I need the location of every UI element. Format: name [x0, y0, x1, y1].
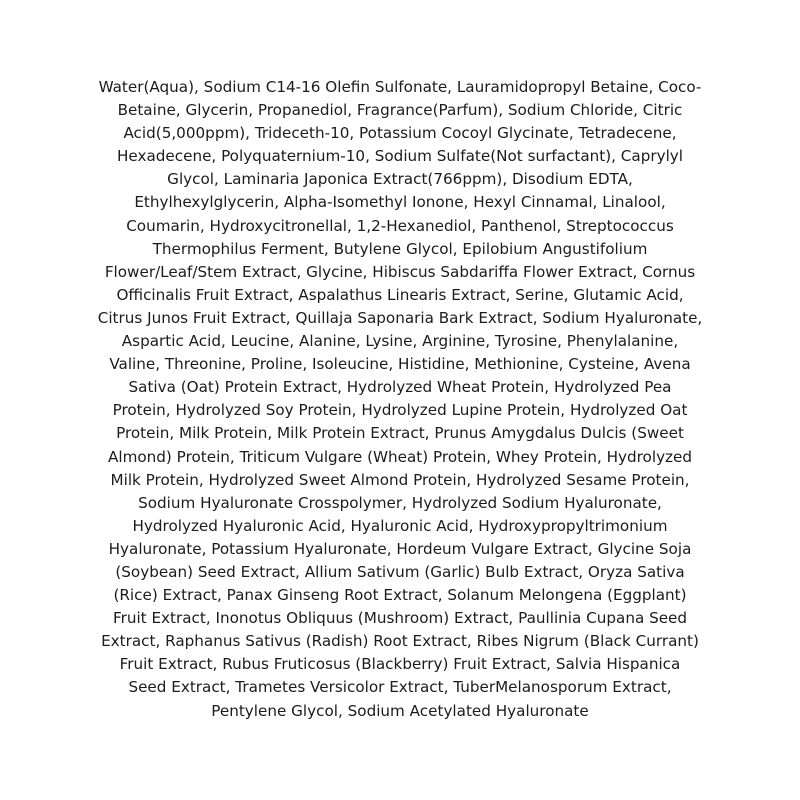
ingredient-line: Hexadecene, Polyquaternium-10, Sodium Sulfate(Not surfactant), Caprylyl [116, 147, 684, 166]
ingredient-line: Acid(5,000ppm), Trideceth-10, Potassium Cocoyl Glycinate, Tetradecene, [123, 124, 677, 143]
ingredient-line: Sodium Hyaluronate Crosspolymer, Hydrolyzed Sodium Hyaluronate, [138, 493, 662, 512]
ingredient-line: Milk Protein, Hydrolyzed Sweet Almond Protein, Hydrolyzed Sesame Protein, [110, 470, 690, 489]
ingredient-line: Water(Aqua), Sodium C14-16 Olefin Sulfonate, Lauramidopropyl Betaine, Coco- [98, 78, 702, 96]
ingredient-line: Citrus Junos Fruit Extract, Quillaja Saponaria Bark Extract, Sodium Hyaluronate, [97, 308, 703, 327]
ingredient-line: Almond) Protein, Triticum Vulgare (Wheat) Protein, Whey Protein, Hydrolyzed [107, 447, 693, 466]
ingredient-line: Hyaluronate, Potassium Hyaluronate, Hordeum Vulgare Extract, Glycine Soja [108, 539, 692, 558]
ingredient-line: Flower/Leaf/Stem Extract, Glycine, Hibiscus Sabdariffa Flower Extract, Cornus [104, 262, 696, 281]
ingredient-list [40, 76, 760, 723]
ingredient-line: Protein, Hydrolyzed Soy Protein, Hydrolyzed Lupine Protein, Hydrolyzed Oat [112, 401, 688, 420]
ingredient-line: Fruit Extract, Inonotus Obliquus (Mushroom) Extract, Paullinia Cupana Seed [112, 609, 688, 628]
ingredient-line: Seed Extract, Trametes Versicolor Extract, TuberMelanosporum Extract, [128, 678, 672, 697]
ingredient-line: Pentylene Glycol, Sodium Acetylated Hyaluronate [211, 701, 589, 720]
ingredient-line: Sativa (Oat) Protein Extract, Hydrolyzed Wheat Protein, Hydrolyzed Pea [128, 378, 672, 397]
ingredient-line: (Soybean) Seed Extract, Allium Sativum (Garlic) Bulb Extract, Oryza Sativa [115, 562, 685, 581]
ingredient-line: (Rice) Extract, Panax Ginseng Root Extract, Solanum Melongena (Eggplant) [113, 586, 687, 605]
ingredient-line: Ethylhexylglycerin, Alpha-Isomethyl Ionone, Hexyl Cinnamal, Linalool, [134, 193, 666, 212]
ingredient-line: Aspartic Acid, Leucine, Alanine, Lysine, Arginine, Tyrosine, Phenylalanine, [121, 332, 679, 351]
ingredient-line: Officinalis Fruit Extract, Aspalathus Linearis Extract, Serine, Glutamic Acid, [116, 285, 684, 304]
ingredient-line: Fruit Extract, Rubus Fruticosus (Blackberry) Fruit Extract, Salvia Hispanica [119, 655, 681, 674]
ingredient-line: Glycol, Laminaria Japonica Extract(766ppm), Disodium EDTA, [167, 170, 633, 189]
ingredient-line: Betaine, Glycerin, Propanediol, Fragrance(Parfum), Sodium Chloride, Citric [117, 101, 683, 120]
ingredient-line: Coumarin, Hydroxycitronellal, 1,2-Hexanediol, Panthenol, Streptococcus [126, 216, 674, 235]
ingredient-line: Extract, Raphanus Sativus (Radish) Root Extract, Ribes Nigrum (Black Currant) [101, 632, 699, 651]
ingredient-line: Thermophilus Ferment, Butylene Glycol, Epilobium Angustifolium [152, 239, 648, 258]
ingredient-line: Protein, Milk Protein, Milk Protein Extract, Prunus Amygdalus Dulcis (Sweet [116, 424, 684, 443]
ingredient-line: Hydrolyzed Hyaluronic Acid, Hyaluronic Acid, Hydroxypropyltrimonium [132, 516, 668, 535]
ingredient-line: Valine, Threonine, Proline, Isoleucine, Histidine, Methionine, Cysteine, Avena [109, 355, 691, 374]
